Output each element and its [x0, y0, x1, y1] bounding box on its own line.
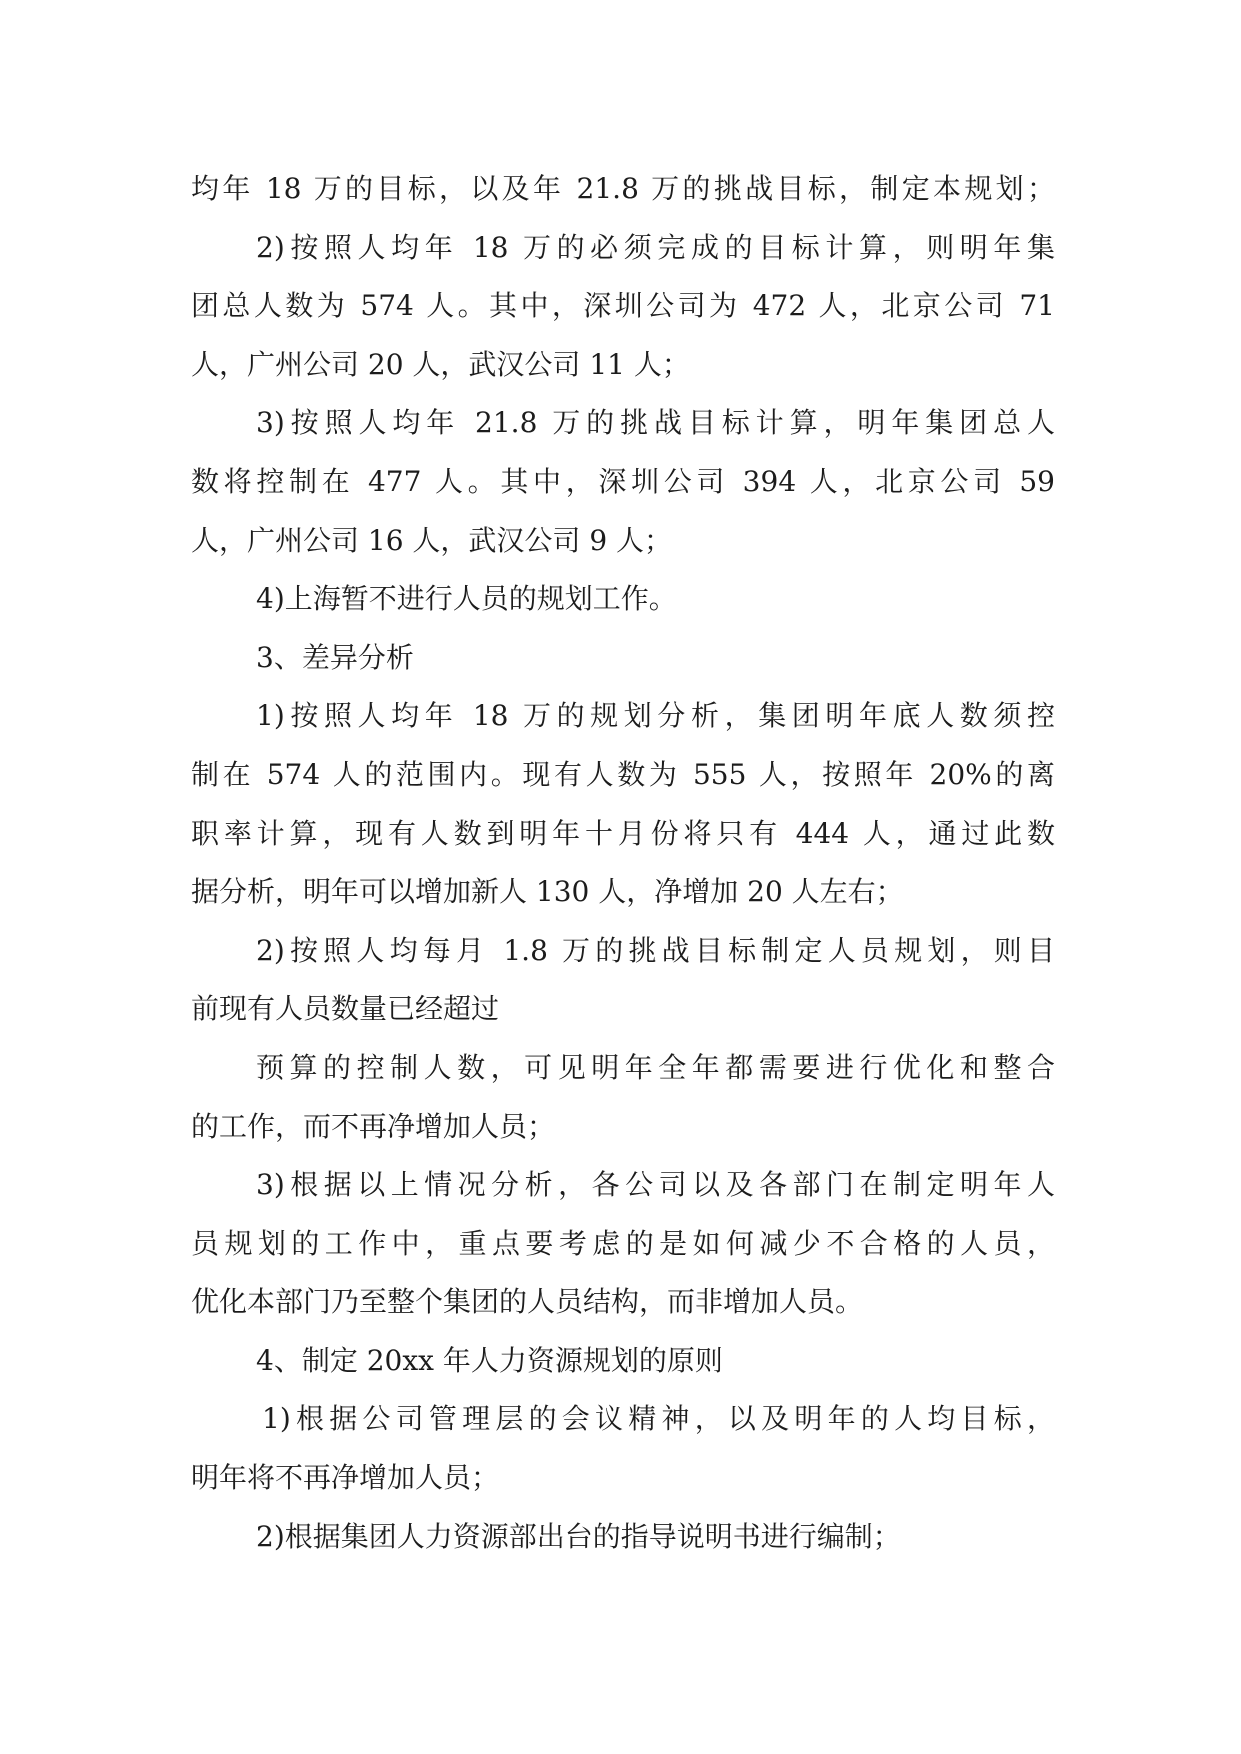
paragraph-line: 据分析，明年可以增加新人 130 人，净增加 20 人左右；: [191, 875, 904, 909]
paragraph-line: 2)按照人均每月 1.8 万的挑战目标制定人员规划，则目: [256, 933, 1055, 967]
paragraph-line: 预算的控制人数，可见明年全年都需要进行优化和整合: [256, 1050, 1055, 1084]
paragraph-line: 2)根据集团人力资源部出台的指导说明书进行编制；: [256, 1519, 901, 1553]
paragraph-line: 人，广州公司 16 人，武汉公司 9 人；: [191, 523, 673, 557]
paragraph-line: 制在 574 人的范围内。现有人数为 555 人，按照年 20%的离: [191, 757, 1055, 791]
document-body: [191, 160, 1055, 1566]
paragraph: [191, 687, 1055, 921]
paragraph-line: 明年将不再净增加人员；: [191, 1461, 500, 1495]
paragraph-line: 优化本部门乃至整个集团的人员结构，而非增加人员。: [191, 1285, 864, 1319]
paragraph-line: 员规划的工作中，重点要考虑的是如何减少不合格的人员，: [191, 1226, 1055, 1260]
section-heading-text: 3、差异分析: [256, 640, 414, 674]
paragraph: [191, 1508, 1055, 1567]
paragraph: [191, 1039, 1055, 1156]
paragraph-line: 团总人数为 574 人。其中，深圳公司为 472 人，北京公司 71: [191, 289, 1055, 323]
paragraph-line: 3)根据以上情况分析，各公司以及各部门在制定明年人: [256, 1168, 1055, 1202]
paragraph: [191, 570, 1055, 629]
paragraph: [191, 219, 1055, 395]
paragraph: [191, 922, 1055, 1039]
section-heading-text: 4、制定 20xx 年人力资源规划的原则: [256, 1343, 723, 1377]
paragraph-line: 数将控制在 477 人。其中，深圳公司 394 人，北京公司 59: [191, 464, 1055, 498]
paragraph: [191, 1156, 1055, 1332]
paragraph-line: 1)按照人均年 18 万的规划分析，集团明年底人数须控: [256, 699, 1055, 733]
paragraph-line: 2)按照人均年 18 万的必须完成的目标计算，则明年集: [256, 230, 1055, 264]
paragraph-line: 职率计算，现有人数到明年十月份将只有 444 人，通过此数: [191, 816, 1055, 850]
paragraph-line: 前现有人员数量已经超过: [191, 992, 500, 1026]
paragraph: [191, 394, 1055, 570]
section-heading: [191, 1332, 1055, 1391]
section-heading: [191, 629, 1055, 688]
paragraph-line: 3)按照人均年 21.8 万的挑战目标计算，明年集团总人: [256, 406, 1055, 440]
paragraph: [191, 1390, 1055, 1507]
paragraph: [191, 160, 1055, 219]
paragraph-line: 1)根据公司管理层的会议精神，以及明年的人均目标，: [262, 1402, 1055, 1436]
paragraph-line: 的工作，而不再净增加人员；: [191, 1109, 556, 1143]
paragraph-line: 4)上海暂不进行人员的规划工作。: [256, 582, 677, 616]
paragraph-line: 均年 18 万的目标，以及年 21.8 万的挑战目标，制定本规划；: [191, 172, 1055, 205]
paragraph-line: 人，广州公司 20 人，武汉公司 11 人；: [191, 347, 690, 381]
